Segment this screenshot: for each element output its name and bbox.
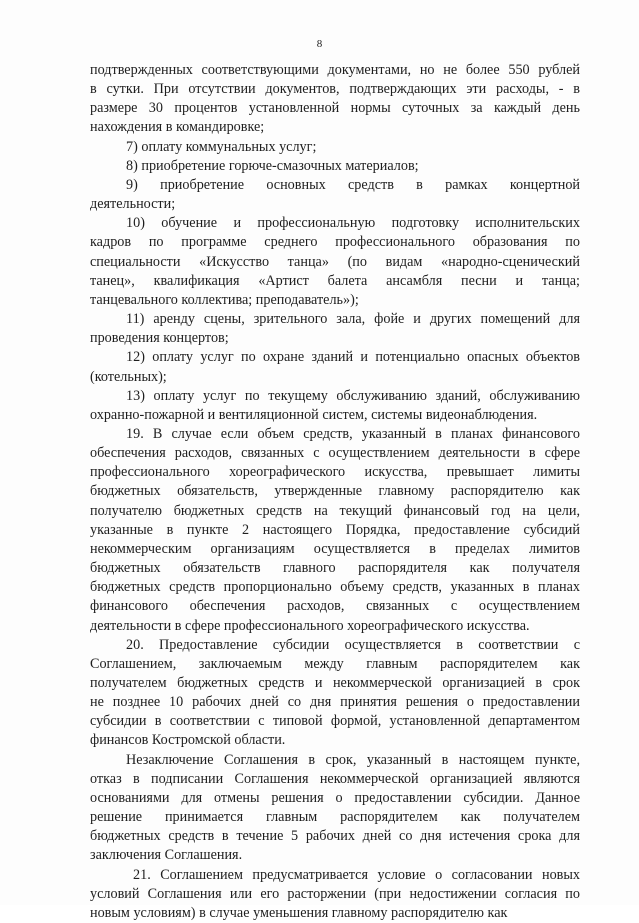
text-line: проведения концертов; bbox=[90, 330, 229, 347]
text-line: бюджетных средств пропорционально объему средств, указанных в планах bbox=[90, 579, 580, 596]
text-line: кадров по программе среднего профессионального образования по bbox=[90, 234, 580, 251]
paragraph bbox=[90, 157, 580, 176]
text-line: танцевального коллектива; преподаватель»); bbox=[90, 291, 359, 308]
document-body bbox=[90, 61, 580, 923]
text-line: субсидии в соответствии с типовой формой, установленной департаментом bbox=[90, 713, 580, 730]
text-line: указанные в пункте 2 настоящего Порядка, предоставление субсидий bbox=[90, 521, 580, 538]
text-line: бюджетных обязательств, утвержденные главному распорядителю как bbox=[90, 483, 580, 500]
text-line: финансового обеспечения расходов, связанных с осуществлением bbox=[90, 598, 580, 615]
text-line: получателю бюджетных средств на текущий финансовый год на цели, bbox=[90, 502, 580, 519]
text-line: основаниями для отмены решения о предоставлении субсидии. Данное bbox=[90, 789, 580, 806]
paragraph bbox=[90, 348, 580, 386]
text-line: получателем бюджетных средств и некоммерческой организацией в срок bbox=[90, 675, 580, 691]
text-line: 9) приобретение основных средств в рамках концертной bbox=[126, 176, 580, 193]
text-line: 7) оплату коммунальных услуг; bbox=[126, 138, 317, 155]
text-line: деятельности в сфере профессионального хореографического искусства. bbox=[90, 617, 530, 634]
text-line: в сутки. При отсутствии документов, подтверждающих эти расходы, - в bbox=[90, 81, 580, 98]
text-line: новым условиям) в случае уменьшения главному распорядителю как bbox=[90, 904, 508, 921]
text-line: отказ в подписании Соглашения некоммерческой организацией являются bbox=[90, 770, 580, 787]
text-line: обеспечения расходов, связанных с осуществлением деятельности в сфере bbox=[90, 445, 580, 462]
text-line: Соглашением, заключаемым между главным распорядителем как bbox=[90, 655, 580, 672]
text-line: финансов Костромской области. bbox=[90, 732, 286, 749]
text-line: специальности «Искусство танца» (по видам «народно-сценический bbox=[90, 253, 580, 270]
text-line: 10) обучение и профессиональную подготовку исполнительских bbox=[126, 215, 580, 232]
text-line: не позднее 10 рабочих дней со дня принятия решения о предоставлении bbox=[90, 694, 580, 711]
text-line: 11) аренду сцены, зрительного зала, фойе и других помещений для bbox=[126, 311, 580, 328]
text-line: бюджетных средств в течение 5 рабочих дней со дня истечения срока для bbox=[90, 828, 580, 845]
page-number: 8 bbox=[316, 38, 323, 50]
text-line: Незаключение Соглашения в срок, указанный в настоящем пункте, bbox=[126, 751, 580, 768]
paragraph bbox=[90, 310, 580, 348]
text-line: 8) приобретение горюче-смазочных материалов; bbox=[126, 157, 419, 174]
text-line: профессионального хореографического искусства, превышает лимиты bbox=[90, 464, 580, 481]
paragraph bbox=[90, 138, 580, 157]
paragraph bbox=[90, 176, 580, 214]
text-line: некоммерческим организациям осуществляется в пределах лимитов bbox=[90, 540, 580, 557]
paragraph bbox=[90, 425, 580, 636]
text-line: бюджетных обязательств главного распорядителя как получателя bbox=[90, 560, 580, 577]
text-line: 13) оплату услуг по текущему обслуживанию зданий, обслуживанию bbox=[126, 387, 580, 404]
text-line: размере 30 процентов установленной нормы суточных за каждый день bbox=[90, 100, 580, 117]
text-line: 19. В случае если объем средств, указанный в планах финансового bbox=[126, 425, 580, 442]
paragraph bbox=[90, 61, 580, 138]
paragraph bbox=[90, 214, 580, 310]
text-line: танец», квалификация «Артист балета ансамбля песни и танца; bbox=[90, 272, 580, 289]
text-line: охранно-пожарной и вентиляционной систем, системы видеонаблюдения. bbox=[90, 406, 538, 423]
paragraph bbox=[90, 751, 580, 866]
text-line: 20. Предоставление субсидии осуществляется в соответствии с bbox=[126, 636, 580, 653]
text-line: условий Соглашения или его расторжении (при недостижении согласия по bbox=[90, 885, 580, 902]
text-line: деятельности; bbox=[90, 196, 176, 213]
paragraph bbox=[90, 636, 580, 751]
text-line: 21. Соглашением предусматривается условие о согласовании новых bbox=[133, 866, 580, 883]
text-line: заключения Соглашения. bbox=[90, 847, 243, 864]
text-line: подтвержденных соответствующими документами, но не более 550 рублей bbox=[90, 62, 580, 78]
paragraph bbox=[90, 866, 580, 923]
text-line: (котельных); bbox=[90, 368, 167, 385]
paragraph bbox=[90, 387, 580, 425]
text-line: решение принимается главным распорядителем как получателем bbox=[90, 809, 580, 826]
text-line: 12) оплату услуг по охране зданий и потенциально опасных объектов bbox=[126, 349, 580, 366]
text-line: нахождения в командировке; bbox=[90, 119, 265, 136]
